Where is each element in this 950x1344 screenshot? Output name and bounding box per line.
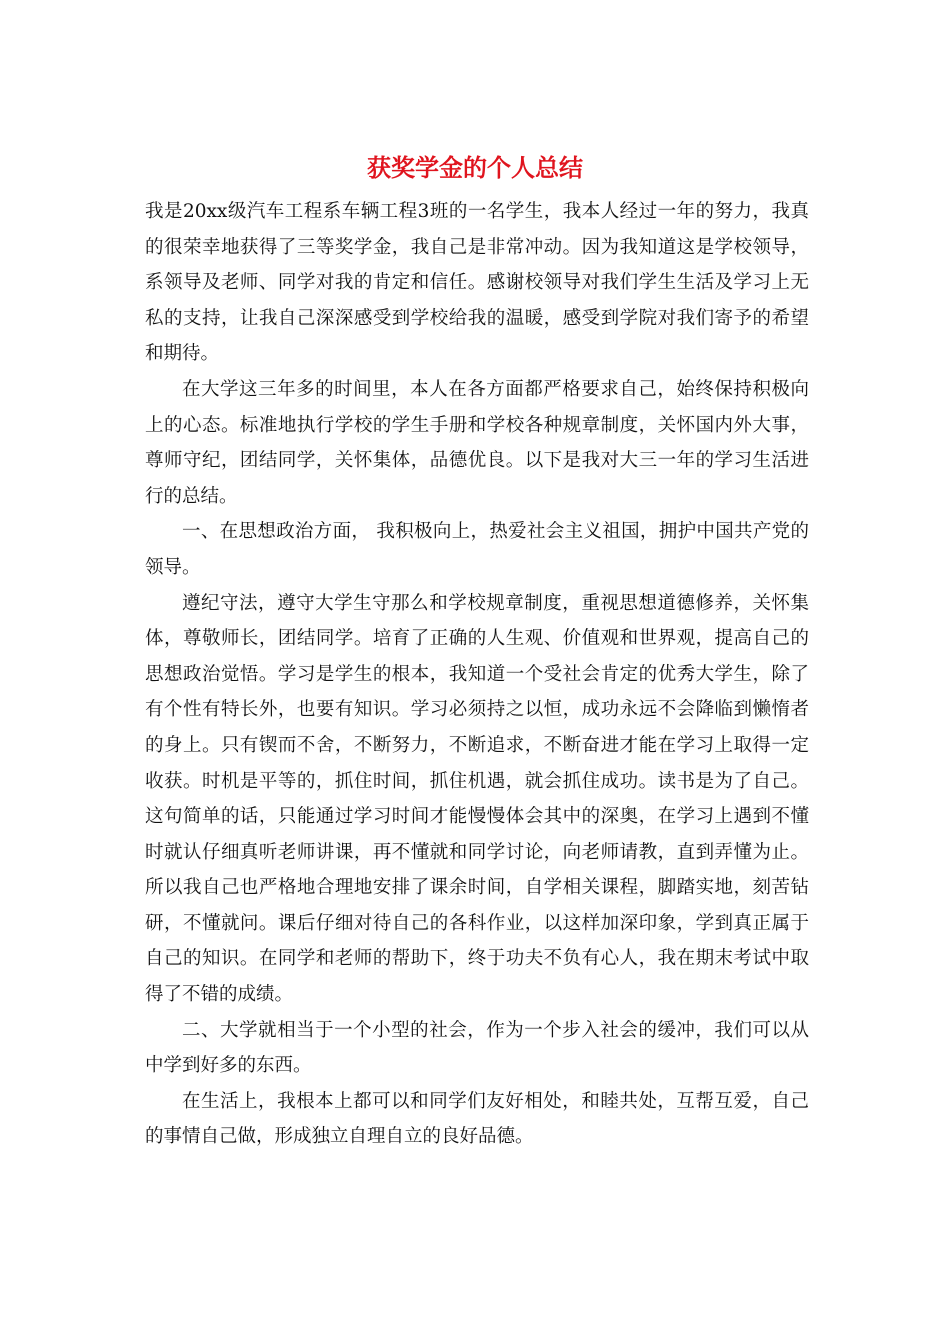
paragraph-intro: 我是20xx级汽车工程系车辆工程3班的一名学生，我本人经过一年的努力，我真的很荣幸地获得了三等奖学金，我自己是非常冲动。因为我知道这是学校领导，系领导及老师、同学对我的肯定和信任。感谢校领导对我们学生生活及学习上无私的支持，让我自己深深感受到学校给我的温暖，感受到学院对我们寄予的希望和期待。 — [145, 201, 809, 365]
document-title: 获奖学金的个人总结 — [367, 153, 583, 182]
paragraph-study: 遵纪守法，遵守大学生守那么和学校规章制度，重视思想道德修养，关怀集体，尊敬师长，团结同学。培育了正确的人生观、价值观和世界观，提高自己的思想政治觉悟。学习是学生的根本，我知道一个受社会肯定的优秀大学生，除了有个性有特长外，也要有知识。学习必须持之以恒，成功永远不会降临到懒惰者的身上。只有锲而不舍，不断努力，不断追求，不断奋进才能在学习上取得一定收获。时机是平等的，抓住时间，抓住机遇，就会抓住成功。读书是为了自己。这句简单的话，只能通过学习时间才能慢慢体会其中的深奥，在学习上遇到不懂时就认仔细真听老师讲课，再不懂就和同学讨论，向老师请教，直到弄懂为止。所以我自己也严格地合理地安排了课余时间，自学相关课程，脚踏实地，刻苦钻研，不懂就问。课后仔细对待自己的各科作业，以这样加深印象，学到真正属于自己的知识。在同学和老师的帮助下，终于功夫不负有心人，我在期末考试中取得了不错的成绩。 — [145, 592, 809, 1006]
paragraph-university-years: 在大学这三年多的时间里，本人在各方面都严格要求自己，始终保持积极向上的心态。标准地执行学校的学生手册和学校各种规章制度，关怀国内外大事，尊师守纪，团结同学，关怀集体，品德优良。以下是我对大三一年的学习生活进行的总结。 — [145, 378, 809, 507]
paragraph-life: 在生活上，我根本上都可以和同学们友好相处，和睦共处，互帮互爱，自己的事情自己做，形成独立自理自立的良好品德。 — [145, 1090, 809, 1148]
document-body — [145, 194, 809, 1155]
paragraph-section-two-heading: 二、大学就相当于一个小型的社会，作为一个步入社会的缓冲，我们可以从中学到好多的东西。 — [145, 1019, 809, 1077]
paragraph-section-one-heading: 一、在思想政治方面， 我积极向上，热爱社会主义祖国，拥护中国共产党的领导。 — [145, 521, 809, 578]
